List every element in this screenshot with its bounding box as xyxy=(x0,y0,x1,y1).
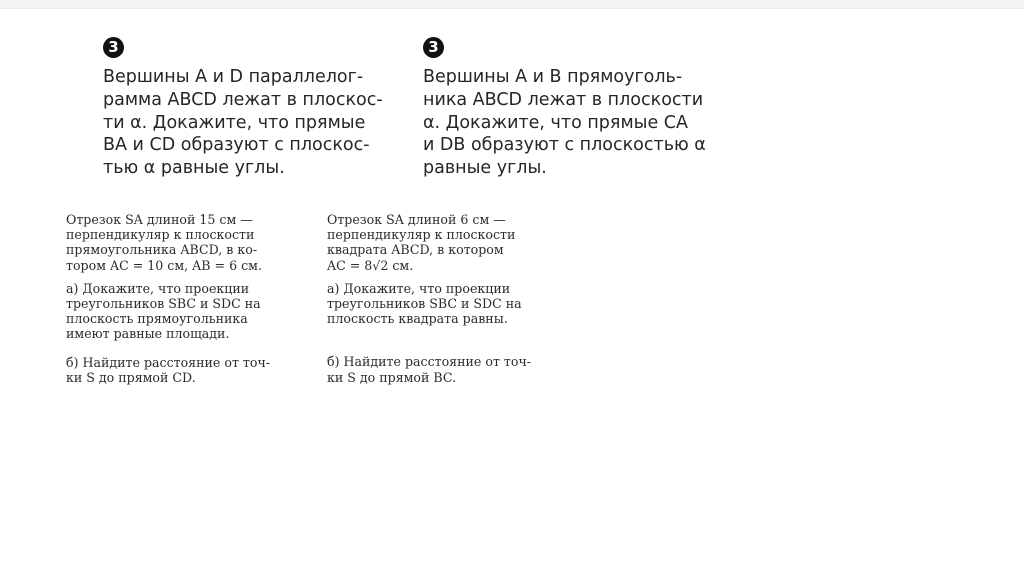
problem-intro-line: тором AC = 10 см, AB = 6 см. xyxy=(66,257,262,273)
task-line: и DB образуют с плоскостью α xyxy=(423,135,706,156)
task-number-badge-left: 3 xyxy=(103,37,124,58)
problem-intro-line: перпендикуляр к плоскости xyxy=(327,227,516,243)
problem-intro-line: прямоугольника ABCD, в ко- xyxy=(66,242,258,258)
problem-part-b-line: ки S до прямой CD. xyxy=(66,369,196,385)
task-line: Вершины A и B прямоуголь- xyxy=(423,67,683,87)
task-number-badge-right: 3 xyxy=(423,37,444,58)
problem-part-a-line: плоскость квадрата равны. xyxy=(327,311,508,327)
problem-part-a-line: треугольников SBC и SDC на xyxy=(66,296,261,312)
problem-part-a-line: плоскость прямоугольника xyxy=(66,311,248,327)
problem-right xyxy=(327,212,531,385)
task-line: BA и CD образуют с плоскос- xyxy=(103,135,370,156)
problem-intro-line: Отрезок SA длиной 6 см — xyxy=(327,212,506,227)
task-line: α. Докажите, что прямые CA xyxy=(423,112,688,133)
task-line: тью α равные углы. xyxy=(103,158,285,179)
problem-part-a-line: имеют равные площади. xyxy=(66,326,230,342)
problem-part-a-line: а) Докажите, что проекции xyxy=(327,280,511,296)
top-border-strip xyxy=(0,0,1024,9)
problem-intro-line: перпендикуляр к плоскости xyxy=(66,227,255,243)
problem-part-b-line: б) Найдите расстояние от точ- xyxy=(66,354,271,370)
task-text-right xyxy=(423,66,706,180)
problem-part-a-line: треугольников SBC и SDC на xyxy=(327,296,522,312)
problem-intro-line: Отрезок SA длиной 15 см — xyxy=(66,212,253,227)
task-text-left xyxy=(103,66,383,180)
task-line: равные углы. xyxy=(423,158,547,179)
task-line: ти α. Докажите, что прямые xyxy=(103,112,366,133)
task-line: Вершины A и D параллелог- xyxy=(103,67,364,87)
problem-part-a-line: а) Докажите, что проекции xyxy=(66,280,250,296)
problem-part-b-line: б) Найдите расстояние от точ- xyxy=(327,354,532,370)
problem-intro-line: AC = 8√2 см. xyxy=(327,257,414,273)
problem-left xyxy=(66,212,270,385)
task-line: ника ABCD лежат в плоскости xyxy=(423,89,704,110)
problem-intro-line: квадрата ABCD, в котором xyxy=(327,242,504,258)
task-line: рамма ABCD лежат в плоскос- xyxy=(103,89,383,110)
problem-part-b-line: ки S до прямой BC. xyxy=(327,369,457,385)
